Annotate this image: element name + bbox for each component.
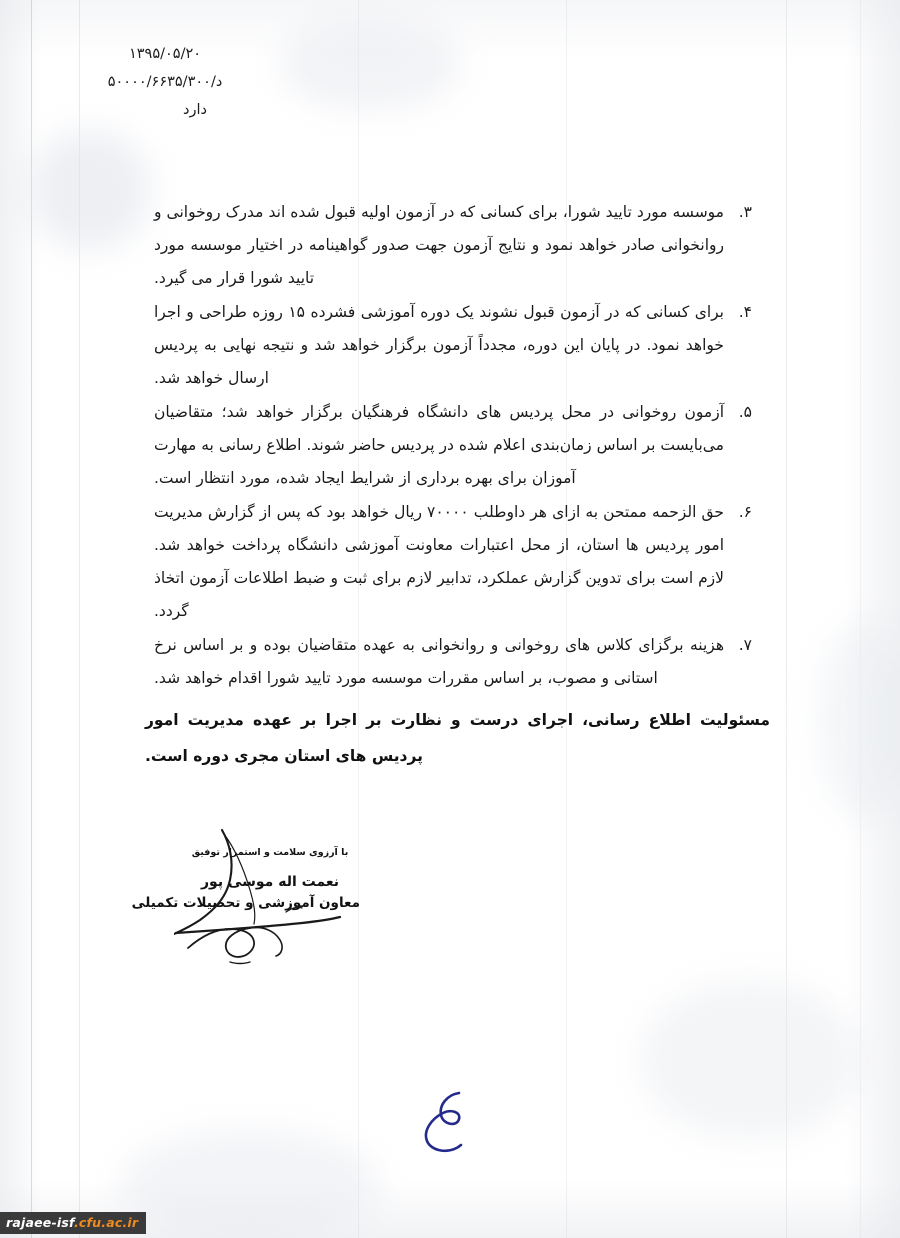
clause-number: ۳. [738, 203, 752, 221]
watermark-domain: .cfu.ac.ir [73, 1215, 139, 1230]
scan-fold-line [79, 0, 80, 1238]
clause-number: ۵. [738, 403, 752, 421]
clause-number: ۴. [738, 303, 752, 321]
document-header [0, 40, 330, 124]
signatory-name: نعمت اله موسی پور [200, 874, 339, 890]
signature-wish-line: با آرزوی سلامت و استمرار توفیق [191, 847, 349, 858]
scan-fold-line [786, 0, 787, 1238]
clause-item [154, 396, 752, 495]
clause-item [154, 196, 752, 295]
watermark-site-name: rajaee-isf [6, 1215, 74, 1230]
scan-smudge [820, 620, 900, 820]
clause-text: هزینه برگزای کلاس های روخوانی و روانخوانی به عهده متقاضیان بوده و بر اساس نرخ استانی و مصوب، بر اساس مقررات موسسه مورد تایید شورا اقدام خواهد شد. [154, 636, 724, 687]
clause-text: حق الزحمه ممتحن به ازای هر داوطلب ۷۰۰۰۰ ریال خواهد بود که پس از گزارش مدیریت امور پردیس ها استان، از محل اعتبارات معاونت آموزشی دانشگاه پرداخت خواهد شد. لازم است برای تدوین گزارش عملکرد، تدابیر لازم برای ثبت و ضبط اطلاعات آزمون اتخاذ گردد. [154, 503, 724, 620]
clause-number: ۶. [738, 503, 752, 521]
scan-fold-line [31, 0, 32, 1238]
site-watermark [0, 1212, 146, 1234]
document-clause-list [154, 196, 752, 696]
clause-item [154, 629, 752, 695]
scan-fold-line [860, 0, 861, 1238]
document-reference-number: د/۵۰۰۰۰/۶۶۳۵/۳۰۰ [107, 74, 223, 90]
document-date: ۱۳۹۵/۰۵/۲۰ [128, 46, 202, 62]
signature-block [131, 846, 360, 912]
scan-smudge [640, 980, 860, 1140]
clause-item [154, 296, 752, 395]
clause-item [154, 496, 752, 628]
blue-pen-mark-icon [415, 1085, 485, 1165]
scan-smudge [30, 130, 150, 250]
clause-text: برای کسانی که در آزمون قبول نشوند یک دوره آموزشی فشرده ۱۵ روزه طراحی و اجرا خواهد نمود. در پایان این دوره، مجدداً آزمون برگزار خواهد شد و نتیجه نهایی به پردیس ارسال خواهد شد. [154, 303, 725, 387]
closing-statement: مسئولیت اطلاع رسانی، اجرای درست و نظارت بر اجرا بر عهده مدیریت امور پردیس های استان مجری دوره است. [145, 711, 770, 765]
signatory-title: معاون آموزشی و تحصیلات تکمیلی [131, 895, 360, 911]
clause-text: آزمون روخوانی در محل پردیس های دانشگاه فرهنگیان برگزار خواهد شد؛ متقاضیان می‌بایست بر اساس زمان‌بندی اعلام شده در پردیس حاضر شوند. اطلاع رسانی به مهارت آموزان برای بهره برداری از شرایط ایجاد شده، مورد انتظار است. [154, 403, 724, 487]
clause-number: ۷. [738, 636, 752, 654]
clause-text: موسسه مورد تایید شورا، برای کسانی که در آزمون اولیه قبول شده اند مدرک روخوانی و روانخوانی صادر خواهد نمود و نتایج آزمون جهت صدور گواهینامه در اختیار موسسه مورد تایید شورا قرار می گیرد. [154, 203, 724, 287]
document-attachment-field: دارد [183, 102, 207, 118]
scan-smudge [120, 1130, 380, 1238]
